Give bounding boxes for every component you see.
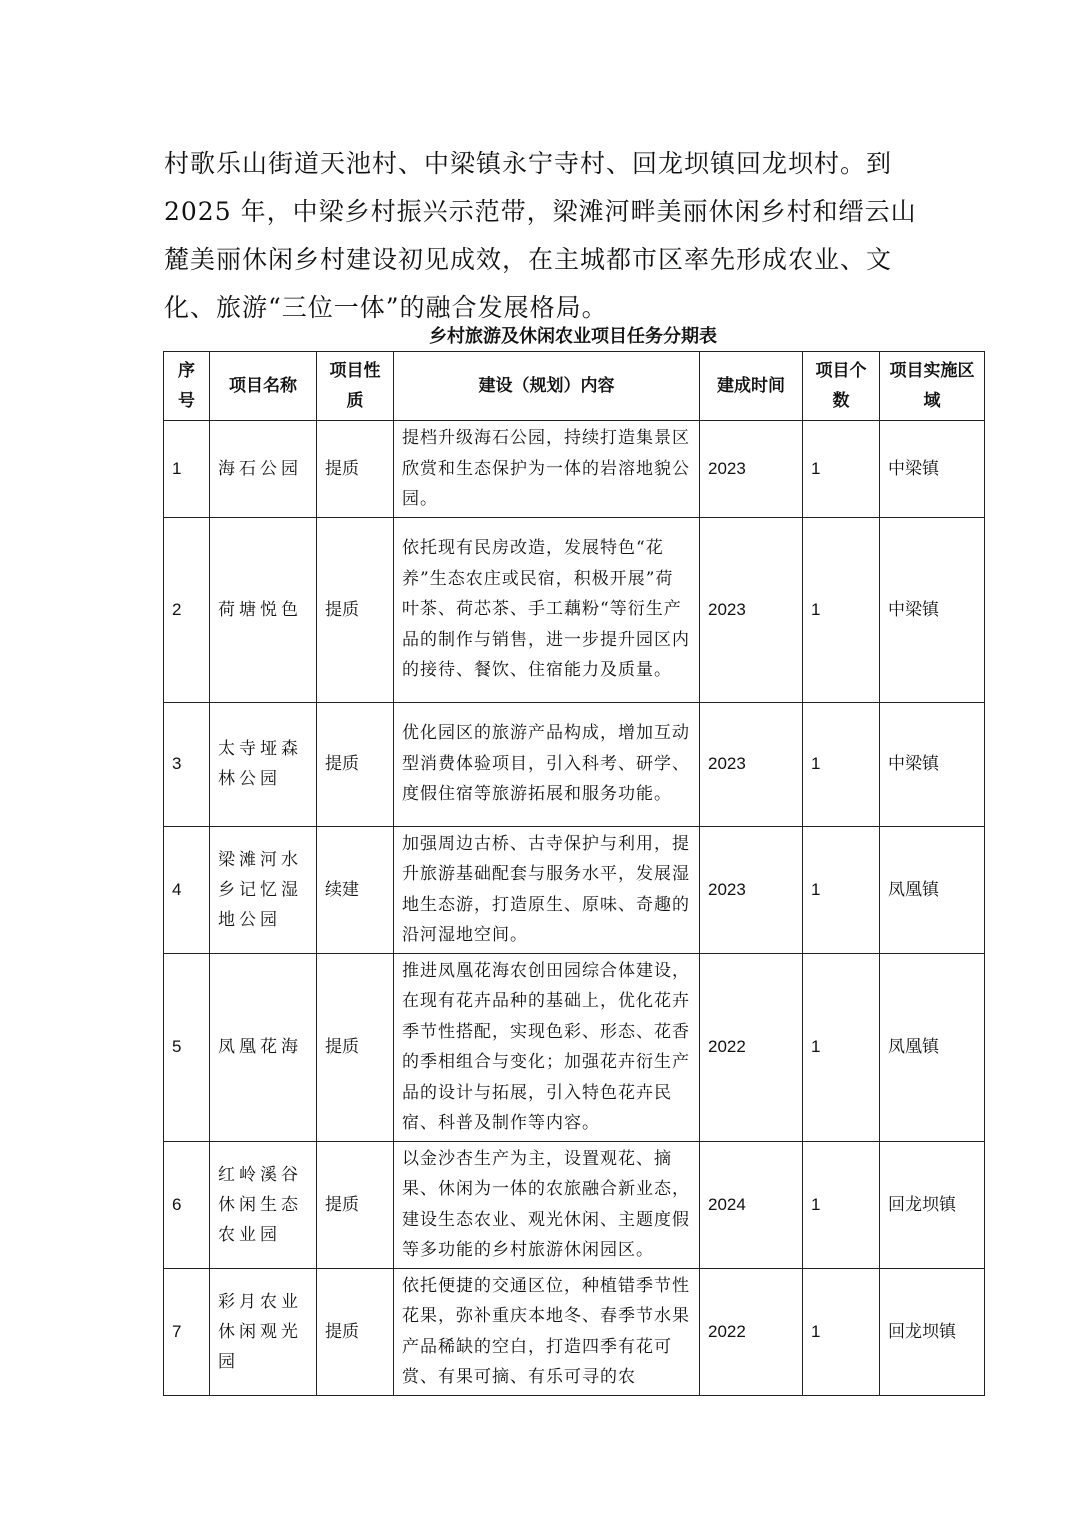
row-area: 凤凰镇 <box>880 953 985 1141</box>
row-content: 提档升级海石公园，持续打造集景区欣赏和生态保护为一体的岩溶地貌公园。 <box>394 421 700 518</box>
row-nature: 提质 <box>317 1141 394 1268</box>
row-year: 2023 <box>700 517 803 702</box>
row-count: 1 <box>803 517 880 702</box>
table-row <box>164 953 985 1141</box>
row-content: 优化园区的旅游产品构成，增加互动型消费体验项目，引入科考、研学、度假住宿等旅游拓展和服务功能。 <box>394 702 700 826</box>
table-row <box>164 517 985 702</box>
table-row <box>164 1141 985 1268</box>
table-row <box>164 1268 985 1395</box>
row-seq: 6 <box>164 1141 210 1268</box>
row-nature: 提质 <box>317 702 394 826</box>
table-row <box>164 421 985 518</box>
row-year: 2023 <box>700 702 803 826</box>
row-area: 中梁镇 <box>880 702 985 826</box>
intro-text: 村歌乐山街道天池村、中梁镇永宁寺村、回龙坝镇回龙坝村。到 2025 年，中梁乡村振兴示范带，梁滩河畔美丽休闲乡村和缙云山麓美丽休闲乡村建设初见成效，在主城都市区率先形成农业、文化、旅游“三位一体”的融合发展格局。 <box>164 149 917 322</box>
row-area: 回龙坝镇 <box>880 1141 985 1268</box>
header-area: 项目实施区域 <box>880 352 985 421</box>
row-nature: 续建 <box>317 826 394 953</box>
row-name: 太寺垭森林公园 <box>210 702 317 826</box>
row-nature: 提质 <box>317 421 394 518</box>
row-count: 1 <box>803 1268 880 1395</box>
header-nature: 项目性质 <box>317 352 394 421</box>
table-row <box>164 826 985 953</box>
row-count: 1 <box>803 826 880 953</box>
row-count: 1 <box>803 1141 880 1268</box>
row-count: 1 <box>803 702 880 826</box>
row-seq: 4 <box>164 826 210 953</box>
row-year: 2022 <box>700 1268 803 1395</box>
row-seq: 2 <box>164 517 210 702</box>
project-schedule-table <box>163 351 985 1396</box>
row-nature: 提质 <box>317 517 394 702</box>
row-seq: 1 <box>164 421 210 518</box>
row-year: 2023 <box>700 826 803 953</box>
row-seq: 5 <box>164 953 210 1141</box>
row-year: 2024 <box>700 1141 803 1268</box>
row-content: 依托便捷的交通区位，种植错季节性花果，弥补重庆本地冬、春季节水果产品稀缺的空白，打造四季有花可赏、有果可摘、有乐可寻的农 <box>394 1268 700 1395</box>
row-content: 加强周边古桥、古寺保护与利用，提升旅游基础配套与服务水平，发展湿地生态游，打造原生、原味、奇趣的沿河湿地空间。 <box>394 826 700 953</box>
table-header-row <box>164 352 985 421</box>
row-area: 回龙坝镇 <box>880 1268 985 1395</box>
row-content: 依托现有民房改造，发展特色“花养”生态农庄或民宿，积极开展”荷叶茶、荷芯茶、手工藕粉“等衍生产品的制作与销售，进一步提升园区内的接待、餐饮、住宿能力及质量。 <box>394 517 700 702</box>
row-content: 以金沙杏生产为主，设置观花、摘果、休闲为一体的农旅融合新业态，建设生态农业、观光休闲、主题度假等多功能的乡村旅游休闲园区。 <box>394 1141 700 1268</box>
row-count: 1 <box>803 421 880 518</box>
row-name: 彩月农业休闲观光园 <box>210 1268 317 1395</box>
row-count: 1 <box>803 953 880 1141</box>
row-nature: 提质 <box>317 953 394 1141</box>
header-seq: 序号 <box>164 352 210 421</box>
header-content: 建设（规划）内容 <box>394 352 700 421</box>
row-seq: 7 <box>164 1268 210 1395</box>
row-nature: 提质 <box>317 1268 394 1395</box>
row-content: 推进凤凰花海农创田园综合体建设，在现有花卉品种的基础上，优化花卉季节性搭配，实现色彩、形态、花香的季相组合与变化；加强花卉衍生产品的设计与拓展，引入特色花卉民宿、科普及制作等内容。 <box>394 953 700 1141</box>
row-year: 2023 <box>700 421 803 518</box>
table-row <box>164 702 985 826</box>
header-year: 建成时间 <box>700 352 803 421</box>
row-seq: 3 <box>164 702 210 826</box>
row-area: 中梁镇 <box>880 421 985 518</box>
header-name: 项目名称 <box>210 352 317 421</box>
row-area: 中梁镇 <box>880 517 985 702</box>
row-name: 梁滩河水乡记忆湿地公园 <box>210 826 317 953</box>
row-name: 凤凰花海 <box>210 953 317 1141</box>
row-name: 海石公园 <box>210 421 317 518</box>
row-area: 凤凰镇 <box>880 826 985 953</box>
table-caption: 乡村旅游及休闲农业项目任务分期表 <box>429 326 717 347</box>
intro-paragraph <box>164 140 924 332</box>
row-name: 荷塘悦色 <box>210 517 317 702</box>
row-name: 红岭溪谷休闲生态农业园 <box>210 1141 317 1268</box>
row-year: 2022 <box>700 953 803 1141</box>
header-count: 项目个数 <box>803 352 880 421</box>
